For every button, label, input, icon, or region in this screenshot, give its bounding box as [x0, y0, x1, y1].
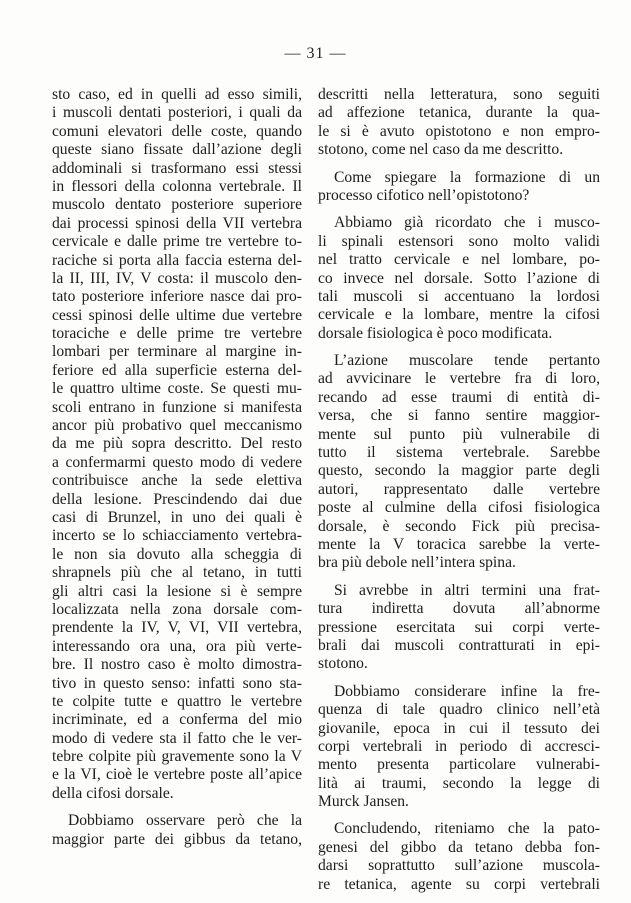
text-line: mente sul punto più vulnerabile di	[318, 425, 600, 443]
paragraph	[318, 86, 600, 160]
text-line: raciche si porta alla faccia esterna del-	[52, 251, 302, 269]
text-line: tutto il sistema vertebrale. Sarebbe	[318, 444, 600, 462]
text-line: bra più debole nell’intera spina.	[318, 554, 516, 572]
text-line: comuni elevatori delle coste, quando	[52, 122, 302, 140]
text-line: tura indiretta dovuta all’abnorme	[318, 600, 600, 618]
text-line: le quattro ultime coste. Se questi mu-	[52, 380, 302, 398]
text-line: dai processi spinosi della VII vertebra	[52, 214, 302, 232]
text-line: le non sia dovuto alla scheggia di	[52, 545, 302, 563]
text-line: li spinali estensori sono molto validi	[318, 232, 600, 250]
left-column	[52, 86, 302, 858]
text-line: a confermarmi questo modo di vedere	[52, 453, 302, 471]
text-line: tivo in questo senso: infatti sono sta-	[52, 674, 302, 692]
paragraph	[318, 582, 600, 674]
text-line: dorsale, è secondo Fick più precisa-	[318, 517, 600, 535]
text-line: della cifosi dorsale.	[52, 784, 174, 802]
text-line: addominali si trasformano essi stessi	[52, 159, 302, 177]
text-line: modo di vedere sta il fatto che le ver-	[52, 729, 302, 747]
text-line: descritti nella letteratura, sono seguiti	[318, 86, 600, 103]
text-line: Come spiegare la formazione di un	[334, 168, 600, 186]
text-line: te colpite tutte e quattro le vertebre	[52, 692, 302, 710]
text-line: nel tratto cervicale e nel lombare, po-	[318, 251, 600, 269]
text-line: processo cifotico nell’opistotono?	[318, 186, 530, 204]
paragraph	[318, 169, 600, 206]
paragraph	[318, 352, 600, 573]
text-line: shrapnels più che al tetano, in tutti	[52, 564, 302, 582]
text-line: cessi spinosi delle ultime due vertebre	[52, 306, 302, 324]
text-line: darsi soprattutto sull’azione muscola-	[318, 857, 600, 875]
text-line: e la VI, cioè le vertebre poste all’apice	[52, 766, 302, 784]
text-line: stotono, come nel caso da me descritto.	[318, 141, 564, 159]
text-line: Dobbiamo osservare però che la	[68, 812, 302, 830]
text-line: autori, rappresentato dalle vertebre	[318, 480, 600, 498]
text-line: co invece nel dorsale. Sotto l’azione di	[318, 269, 600, 287]
text-line: localizzata nella zona dorsale com-	[52, 600, 302, 618]
paragraph	[318, 214, 600, 343]
text-line: sto caso, ed in quelli ad esso simili,	[52, 86, 302, 103]
text-line: incerto se lo schiacciamento vertebra-	[52, 527, 302, 545]
text-line: cervicale e la lombare, mentre la cifosi	[318, 306, 600, 324]
paragraph	[52, 86, 302, 803]
text-line: tali muscoli si accentuano la lordosi	[318, 287, 600, 305]
text-line: lità ai traumi, secondo la legge di	[318, 774, 600, 792]
paragraph	[52, 812, 302, 849]
text-line: tebre colpite più gravemente sono la V	[52, 748, 302, 766]
paragraph	[318, 820, 600, 894]
text-line: cervicale e dalle prime tre vertebre to-	[52, 233, 302, 251]
text-line: incriminate, ed a conferma del mio	[52, 711, 302, 729]
text-line: quenza di tale quadro clinico nell’età	[318, 701, 600, 719]
text-line: bre. Il nostro caso è molto dimostra-	[52, 656, 302, 674]
text-line: feriore ed alla superficie esterna del-	[52, 361, 302, 379]
text-line: Concludendo, riteniamo che la pato-	[334, 820, 600, 838]
text-line: mento presenta particolare vulnerabi-	[318, 756, 600, 774]
text-line: in flessori della colonna vertebrale. Il	[52, 177, 302, 195]
text-line: poste al culmine della cifosi fisiologica	[318, 499, 600, 517]
text-line: le si è avuto opistotono e non empro-	[318, 122, 600, 140]
text-line: da me più sopra descritto. Del resto	[52, 435, 302, 453]
text-line: re tetanica, agente su corpi vertebrali	[318, 875, 600, 893]
text-line: Abbiamo già ricordato che i musco-	[334, 214, 600, 232]
text-line: prendente la IV, V, VI, VII vertebra,	[52, 619, 302, 637]
text-line: della lesione. Prescindendo dai due	[52, 490, 302, 508]
text-line: Si avrebbe in altri termini una frat-	[334, 581, 600, 599]
text-line: ancor più probativo quel meccanismo	[52, 417, 302, 435]
paragraph	[318, 683, 600, 812]
page-number: — 31 —	[284, 45, 347, 62]
text-line: corpi vertebrali in periodo di accresci-	[318, 737, 600, 755]
text-line: interessando ora una, ora più verte-	[52, 637, 302, 655]
text-line: maggior parte dei gibbus da tetano,	[52, 830, 302, 848]
text-line: Dobbiamo considerare infine la fre-	[334, 682, 600, 700]
text-line: muscolo dentato posteriore superiore	[52, 196, 302, 214]
text-line: scoli entrano in funzione si manifesta	[52, 398, 302, 416]
text-line: pressione esercitata sui corpi verte-	[318, 618, 600, 636]
text-line: questo, secondo la maggior parte degli	[318, 462, 600, 480]
text-line: ad avvicinare le vertebre fra di loro,	[318, 370, 600, 388]
text-line: stotono.	[318, 655, 368, 673]
text-line: gli altri casi la lesione si è sempre	[52, 582, 302, 600]
text-line: casi di Brunzel, in uno dei quali è	[52, 508, 302, 526]
text-line: lombari per terminare al margine in-	[52, 343, 302, 361]
text-line: la II, III, IV, V costa: il muscolo den-	[52, 269, 302, 287]
text-line: brali dai muscoli contratturati in epi-	[318, 636, 600, 654]
text-line: ad affezione tetanica, durante la qua-	[318, 104, 600, 122]
text-line: i muscoli dentati posteriori, i quali da	[52, 104, 302, 122]
text-line: genesi del gibbo da tetano debba fon-	[318, 838, 600, 856]
text-line: queste siano fissate dall’azione degli	[52, 141, 302, 159]
text-line: tato posteriore inferiore nasce dai pro-	[52, 288, 302, 306]
text-line: L’azione muscolare tende pertanto	[334, 352, 600, 370]
text-line: toraciche e delle prime tre vertebre	[52, 325, 302, 343]
text-line: versa, che si fanno sentire maggior-	[318, 407, 600, 425]
text-line: mente la V toracica sarebbe la verte-	[318, 535, 600, 553]
text-line: contribuisce anche la sede elettiva	[52, 472, 302, 490]
text-line: dorsale fisiologica è poco modificata.	[318, 324, 553, 342]
text-line: giovanile, epoca in cui il tessuto dei	[318, 719, 600, 737]
right-column	[318, 86, 600, 903]
text-line: recando ad esse traumi di entità di-	[318, 388, 600, 406]
text-line: Murck Jansen.	[318, 793, 409, 811]
